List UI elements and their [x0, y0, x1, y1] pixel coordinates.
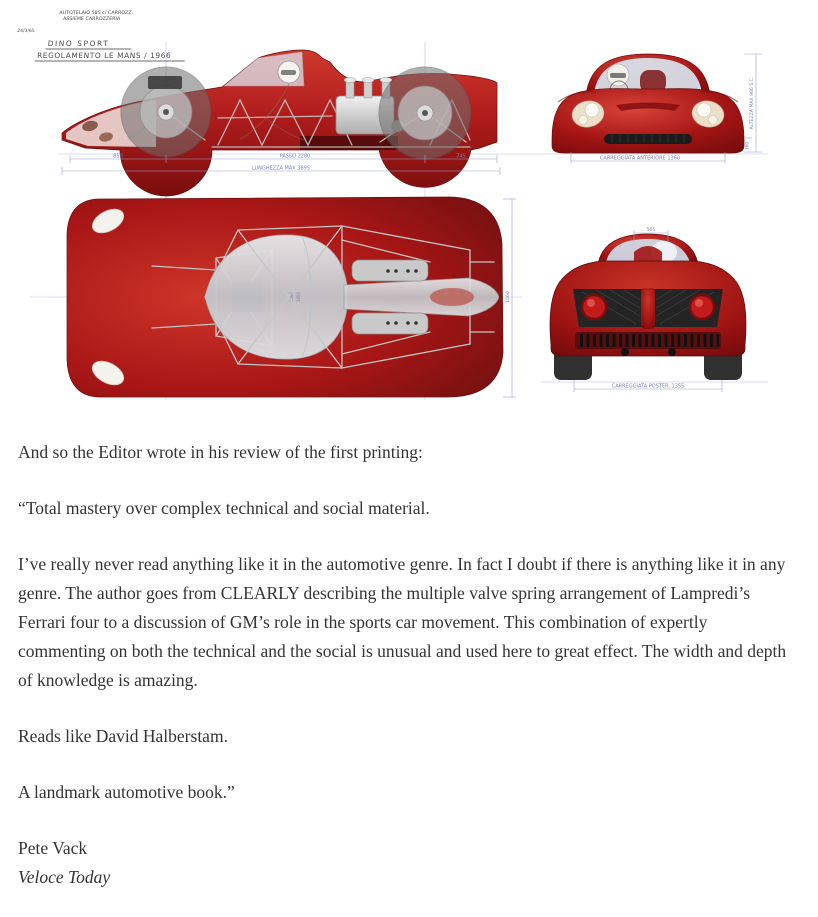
dimension-label: 1600: [296, 291, 301, 303]
quote-reads-paragraph: Reads like David Halberstam.: [18, 726, 228, 746]
front-grille-mouth: [604, 134, 692, 144]
dimension-label: CARREGGIATA POSTER. 1355: [611, 383, 685, 390]
blueprint-svg: [0, 0, 818, 412]
drawing-subtitle: REGOLAMENTO LE MANS / 1966: [36, 51, 172, 60]
dimension-label: ALTEZZA MAX 986 S.C.: [750, 76, 755, 130]
rear-right-taillight: [690, 295, 714, 319]
dimension-label: 160: [744, 142, 750, 150]
dimension-label: 850: [113, 153, 123, 160]
front-view-drawing: [552, 54, 762, 164]
quote-landmark-paragraph: A landmark automotive book.”: [18, 782, 235, 802]
header-note-line2: ASSIEME CARROZZERIA: [62, 17, 121, 22]
signature-source: Veloce Today: [18, 867, 111, 887]
side-front-wheel: [121, 67, 211, 157]
rear-view-drawing: [550, 227, 746, 392]
drawing-title: DINO SPORT: [47, 39, 110, 48]
dimension-label: 1590: [289, 291, 294, 303]
rear-center-post: [641, 288, 655, 329]
header-note-line1: AUTOTELAIO 585 c/ CARROZZ.: [59, 11, 134, 16]
date-note: 24/3/65: [17, 29, 35, 34]
plan-view-dimensions: [503, 199, 516, 397]
side-rear-wheel: [379, 67, 471, 159]
dimension-label: CARREGGIATA ANTERIORE 1360: [599, 155, 681, 162]
dimension-label: PASSO 2280: [279, 153, 311, 160]
dimension-label: 745: [456, 153, 466, 160]
intro-paragraph: And so the Editor wrote in his review of the first printing:: [18, 442, 423, 462]
rear-left-taillight: [582, 295, 606, 319]
plan-view-drawing: [67, 197, 516, 397]
dimension-label: 1660: [506, 291, 511, 303]
title-block: [16, 10, 188, 61]
dimension-label: 505: [646, 228, 656, 233]
quote-opening-paragraph: “Total mastery over complex technical and social material.: [18, 498, 430, 518]
dino-technical-drawing: [0, 0, 818, 412]
quote-body-paragraph: I’ve really never read anything like it in the automotive genre. In fact I doubt if there is anything like it in any genre. The author goes from CLEARLY describing the multiple valve spring arrangement of Lampredi’s Ferrari four to a discussion of GM’s role in the sports car movement. This combination of expertly commenting on both the technical and the social is unusual and used here to great effect. The width and depth of knowledge is amazing.: [18, 554, 787, 690]
side-view-drawing: [62, 50, 500, 196]
article-body: [0, 412, 818, 892]
signature-name: Pete Vack: [18, 838, 88, 858]
dimension-label: LUNGHEZZA MAX 3895: [251, 165, 311, 172]
signature-paragraph: [18, 834, 798, 892]
